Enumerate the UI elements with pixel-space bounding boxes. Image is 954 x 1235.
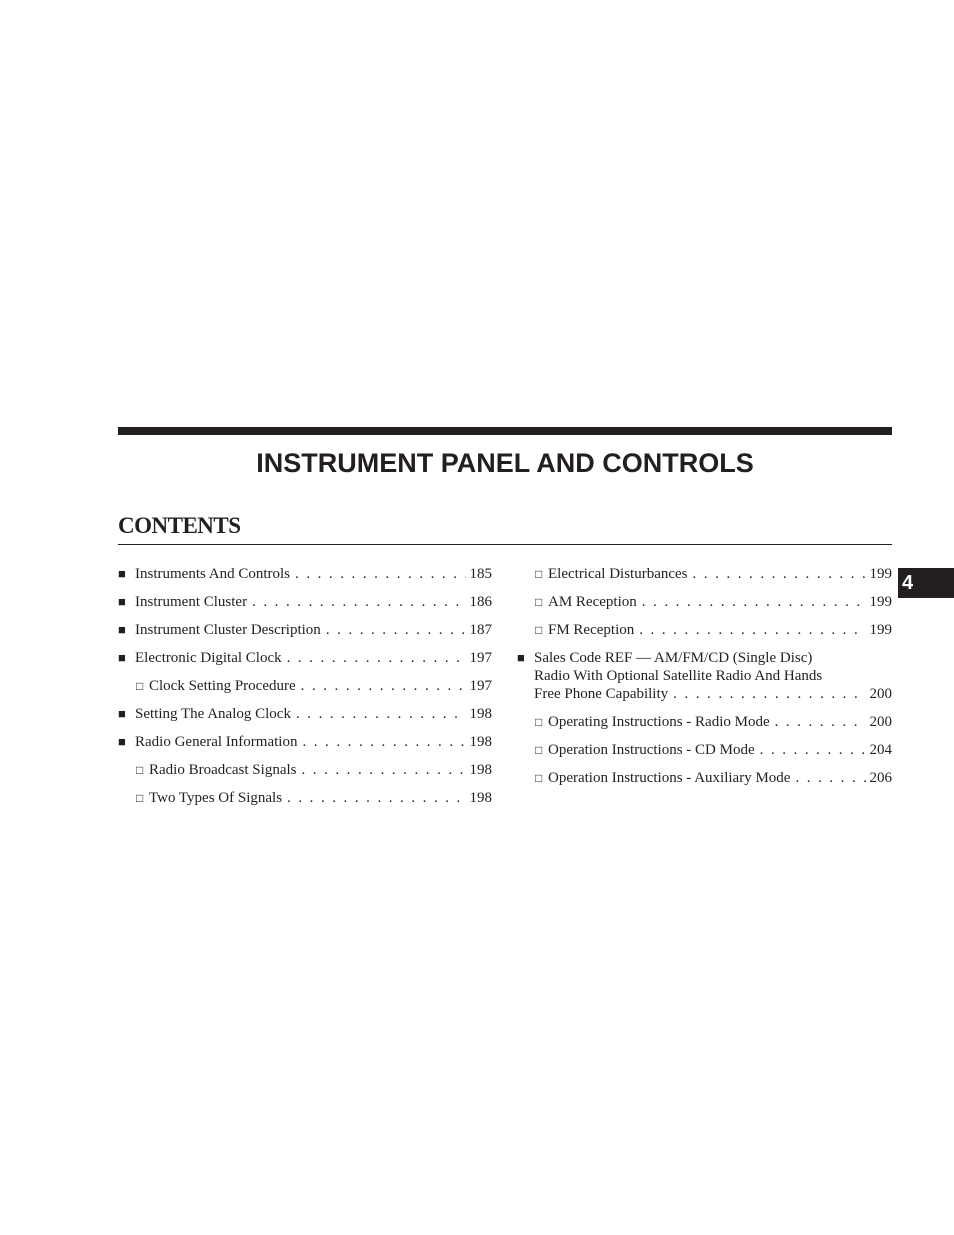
toc-entry[interactable] bbox=[118, 761, 492, 779]
contents-divider bbox=[118, 544, 892, 545]
filled-square-bullet-icon: ■ bbox=[118, 706, 126, 721]
toc-page-number: 198 bbox=[469, 706, 492, 722]
toc-page-number: 187 bbox=[469, 622, 492, 638]
toc-page-number: 198 bbox=[469, 762, 492, 778]
toc-entry-title: AM Reception bbox=[548, 594, 637, 610]
contents-heading: CONTENTS bbox=[118, 513, 241, 538]
toc-entry-title: Free Phone Capability bbox=[534, 686, 669, 702]
toc-entry-title: Instruments And Controls bbox=[135, 566, 291, 582]
toc-page-number: 206 bbox=[869, 770, 892, 786]
hollow-square-bullet-icon: □ bbox=[535, 743, 543, 757]
toc-page-number: 199 bbox=[869, 566, 892, 582]
filled-square-bullet-icon: ■ bbox=[118, 734, 126, 749]
toc-entry-title-line: Sales Code REF — AM/FM/CD (Single Disc) bbox=[534, 650, 813, 666]
dot-leader bbox=[693, 565, 866, 583]
dot-leader bbox=[252, 593, 465, 611]
toc-entry-title: Operating Instructions - Radio Mode bbox=[548, 714, 770, 730]
hollow-square-bullet-icon: □ bbox=[535, 715, 543, 729]
dot-leader bbox=[301, 761, 465, 779]
dot-leader bbox=[295, 565, 465, 583]
dot-leader bbox=[301, 677, 466, 695]
toc-page-number: 199 bbox=[869, 594, 892, 610]
toc-entry[interactable] bbox=[118, 649, 492, 667]
toc-entry[interactable] bbox=[118, 733, 492, 751]
chapter-title: INSTRUMENT PANEL AND CONTROLS bbox=[256, 448, 754, 478]
toc-page-number: 186 bbox=[469, 594, 492, 610]
toc-entry[interactable] bbox=[118, 789, 492, 807]
toc-page-number: 197 bbox=[469, 678, 492, 694]
toc-entry[interactable] bbox=[118, 677, 492, 695]
toc-entry-title: FM Reception bbox=[548, 622, 635, 638]
toc-entry-title: Instrument Cluster bbox=[135, 594, 248, 610]
toc-entry-title: Radio Broadcast Signals bbox=[149, 762, 297, 778]
dot-leader bbox=[760, 741, 866, 759]
toc-entry[interactable] bbox=[118, 593, 492, 611]
toc-left-column bbox=[118, 565, 492, 817]
filled-square-bullet-icon: ■ bbox=[517, 650, 525, 665]
toc-entry-title: Clock Setting Procedure bbox=[149, 678, 296, 694]
toc-page-number: 185 bbox=[469, 566, 492, 582]
hollow-square-bullet-icon: □ bbox=[535, 771, 543, 785]
dot-leader bbox=[639, 621, 865, 639]
toc-entry-title: Radio General Information bbox=[135, 734, 298, 750]
filled-square-bullet-icon: ■ bbox=[118, 622, 126, 637]
chapter-tab: 4 bbox=[898, 568, 954, 598]
hollow-square-bullet-icon: □ bbox=[535, 595, 543, 609]
hollow-square-bullet-icon: □ bbox=[535, 567, 543, 581]
dot-leader bbox=[642, 593, 866, 611]
toc-entry[interactable] bbox=[118, 565, 492, 583]
toc-entry-title: Operation Instructions - Auxiliary Mode bbox=[548, 770, 791, 786]
toc-right-column bbox=[517, 565, 892, 797]
dot-leader bbox=[775, 713, 866, 731]
dot-leader bbox=[795, 769, 865, 787]
dot-leader bbox=[296, 705, 466, 723]
toc-entry[interactable] bbox=[118, 621, 492, 639]
toc-page-number: 198 bbox=[469, 790, 492, 806]
toc-entry[interactable] bbox=[517, 621, 892, 639]
toc-page-number: 200 bbox=[869, 714, 892, 730]
toc-page-number: 198 bbox=[469, 734, 492, 750]
toc-entry-title: Electronic Digital Clock bbox=[135, 650, 282, 666]
dot-leader bbox=[287, 789, 465, 807]
toc-page-number: 204 bbox=[869, 742, 892, 758]
chapter-top-rule bbox=[118, 427, 892, 435]
dot-leader bbox=[326, 621, 466, 639]
toc-entry-title: Electrical Disturbances bbox=[548, 566, 688, 582]
toc-entry[interactable] bbox=[517, 593, 892, 611]
toc-entry[interactable] bbox=[517, 769, 892, 787]
toc-entry[interactable] bbox=[118, 705, 492, 723]
hollow-square-bullet-icon: □ bbox=[136, 763, 144, 777]
filled-square-bullet-icon: ■ bbox=[118, 650, 126, 665]
dot-leader bbox=[673, 685, 865, 703]
toc-entry[interactable] bbox=[517, 649, 892, 703]
dot-leader bbox=[287, 649, 466, 667]
toc-page-number: 197 bbox=[469, 650, 492, 666]
hollow-square-bullet-icon: □ bbox=[535, 623, 543, 637]
toc-entry-title-line: Radio With Optional Satellite Radio And Hands bbox=[534, 668, 823, 684]
toc-entry-title: Instrument Cluster Description bbox=[135, 622, 321, 638]
toc-entry[interactable] bbox=[517, 713, 892, 731]
filled-square-bullet-icon: ■ bbox=[118, 594, 126, 609]
toc-entry-title: Setting The Analog Clock bbox=[135, 706, 291, 722]
filled-square-bullet-icon: ■ bbox=[118, 566, 126, 581]
dot-leader bbox=[302, 733, 465, 751]
toc-entry[interactable] bbox=[517, 741, 892, 759]
toc-page-number: 199 bbox=[869, 622, 892, 638]
toc-entry[interactable] bbox=[517, 565, 892, 583]
toc-page-number: 200 bbox=[869, 686, 892, 702]
toc-entry-title: Two Types Of Signals bbox=[149, 790, 283, 806]
toc-entry-title: Operation Instructions - CD Mode bbox=[548, 742, 755, 758]
hollow-square-bullet-icon: □ bbox=[136, 791, 144, 805]
hollow-square-bullet-icon: □ bbox=[136, 679, 144, 693]
